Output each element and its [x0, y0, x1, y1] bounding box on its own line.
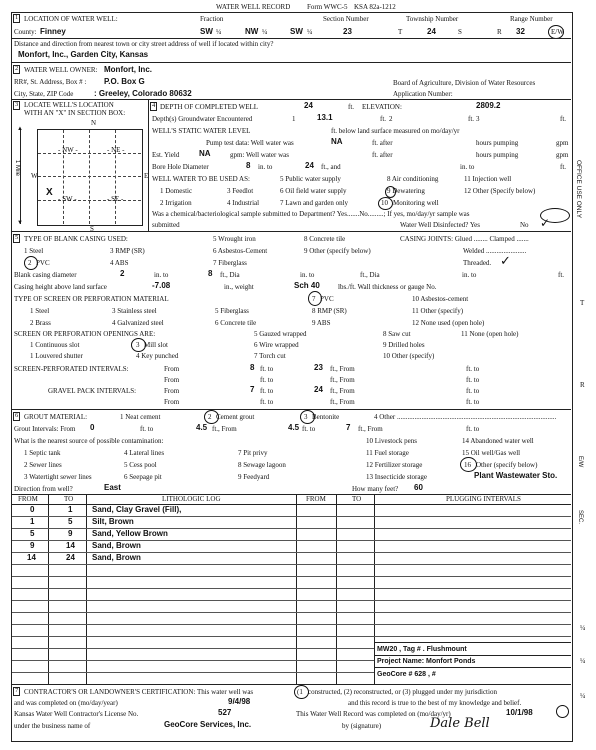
- plug-from-header: FROM: [306, 495, 326, 503]
- disinfected-label: Water Well Disinfected? Yes: [400, 221, 481, 229]
- screen-10: 10 Asbestos-cement: [412, 295, 469, 303]
- opening-6: 6 Wire wrapped: [254, 341, 299, 349]
- pump-label: Pump test data: Well water was: [206, 139, 294, 147]
- contam-16-label: Other (specify below): [476, 461, 538, 469]
- log-description: Sand, Brown: [92, 541, 141, 550]
- screen-6: 6 Concrete tile: [215, 319, 257, 327]
- locate-label-1: LOCATE WELL'S LOCATION: [24, 101, 114, 109]
- record-label: This Water Well Record was completed on (mo/day/yr): [296, 710, 451, 718]
- casing-8: 8 Concrete tile: [304, 235, 346, 243]
- range-label: Range Number: [510, 15, 553, 23]
- screen-from-value: 8: [250, 363, 255, 372]
- cert-1-label: constructed, (2) reconstructed, or (3) plugged under my jurisdiction: [308, 688, 497, 696]
- ft-from-label: ft., From: [330, 387, 355, 395]
- use-label: WELL WATER TO BE USED AS:: [152, 175, 250, 183]
- owner-value: Monfort, Inc.: [104, 65, 152, 74]
- use-4: 4 Industrial: [227, 199, 260, 207]
- contam-1: 1 Septic tank: [24, 449, 61, 457]
- owner-label: WATER WELL OWNER:: [24, 66, 98, 74]
- ft-label: ft.: [348, 103, 355, 111]
- submitted-label: submitted: [152, 221, 180, 229]
- contamination-label: What is the nearest source of possible contamination:: [14, 437, 164, 445]
- section-5-number: 5: [15, 234, 19, 241]
- contam-13: 13 Insecticide storage: [366, 473, 428, 481]
- ft-to-label: ft. to: [260, 398, 274, 406]
- screen-1: 1 Steel: [30, 307, 50, 315]
- ksa-ref: KSA 82a-1212: [354, 3, 396, 11]
- ft-to-label: ft. to: [466, 376, 480, 384]
- business-label: under the business name of: [14, 722, 91, 730]
- opening-1: 1 Continuous slot: [30, 341, 80, 349]
- log-to: 1: [68, 505, 73, 514]
- corner-circle: [556, 705, 569, 718]
- city-label: City, State, ZIP Code: [14, 90, 74, 98]
- business-name: GeoCore Services, Inc.: [164, 720, 252, 729]
- ne-label: - NE -: [107, 146, 125, 154]
- casing-height-value: -7.08: [152, 281, 171, 290]
- screen-7: 7: [312, 295, 316, 303]
- from-label: From: [164, 387, 180, 395]
- side-quarter-2: ¼: [580, 657, 586, 665]
- log-to: 14: [66, 541, 75, 550]
- use-9: 9 Dewatering: [387, 187, 425, 195]
- gravel-to-value: 24: [314, 385, 323, 394]
- log-description: Sand, Yellow Brown: [92, 529, 168, 538]
- opening-4: 4 Key punched: [136, 352, 179, 360]
- ft-to-label: ft. to: [260, 365, 274, 373]
- township-label: Township Number: [406, 15, 459, 23]
- ft-to-label: ft. to: [466, 387, 480, 395]
- section-2-number: 2: [15, 65, 19, 72]
- gw2-number: 2: [389, 115, 393, 123]
- opening-8: 8 Saw cut: [383, 330, 411, 338]
- static-level-rest: ft. below land surface measured on mo/day/yr: [331, 127, 460, 135]
- form-title: WATER WELL RECORD: [216, 3, 291, 11]
- casing-label: TYPE OF BLANK CASING USED:: [24, 235, 128, 243]
- north-label: N: [91, 119, 97, 127]
- contam-6: 6 Seepage pit: [124, 473, 162, 481]
- gravel-from-value: 7: [250, 385, 255, 394]
- section-1-number: 1: [15, 14, 19, 21]
- use-10: 10: [381, 199, 388, 207]
- gpm-label: gpm: [556, 151, 569, 159]
- after-label: ft. after: [372, 151, 393, 159]
- contam-8: 8 Sewage lagoon: [238, 461, 286, 469]
- mw-tag: MW20 , Tag # . Flushmount: [377, 646, 467, 653]
- checkmark-icon: ✓: [540, 216, 551, 230]
- opening-2: 1 Louvered shutter: [30, 352, 83, 360]
- info-box-line: [374, 667, 571, 668]
- info-box-line: [374, 642, 571, 643]
- ft-to-label: ft. to: [260, 376, 274, 384]
- distance-value: Monfort, Inc., Garden City, Kansas: [18, 50, 149, 59]
- screen-8: 8 RMP (SR): [312, 307, 347, 315]
- screen-2: 2 Brass: [30, 319, 51, 327]
- chem-label: Was a chemical/bacteriological sample submitted to Department? Yes.......No.........; If yes, mo/day/yr sample was: [152, 210, 470, 218]
- log-from: 1: [30, 517, 35, 526]
- bore-label: Bore Hole Diameter: [152, 163, 209, 171]
- ft-from-label: ft., From: [330, 365, 355, 373]
- casing-6: 6 Asbestos-Cement: [213, 247, 268, 255]
- log-from: 5: [30, 529, 35, 538]
- grout-4: 4 Other ...........................................................................................: [374, 413, 557, 421]
- township-t: T: [398, 28, 403, 36]
- certification-label: CONTRACTOR'S OR LANDOWNER'S CERTIFICATION: This water well was: [24, 688, 254, 696]
- grout-2-label: Cement grout: [216, 413, 255, 421]
- fraction-3: SW: [290, 27, 303, 36]
- openings-label: SCREEN OR PERFORATION OPENINGS ARE:: [14, 330, 156, 338]
- opening-3: 3: [136, 341, 140, 349]
- side-quarter-3: ¼: [580, 692, 586, 700]
- contam-11: 11 Fuel storage: [366, 449, 409, 457]
- screen-to-value: 23: [314, 363, 323, 372]
- ft-to-label: ft. to: [466, 425, 480, 433]
- contam-7: 7 Pit privy: [238, 449, 268, 457]
- screen-7-circle: [308, 291, 322, 306]
- project-name: Project Name: Monfort Ponds: [377, 658, 476, 665]
- form-number: Form WWC-5: [307, 3, 348, 11]
- casing-2-pvc: PVC: [36, 259, 50, 267]
- log-from: 0: [30, 505, 35, 514]
- nw-label: - NW -: [58, 146, 78, 154]
- grout-2-from: 4.5: [288, 423, 300, 432]
- casing-4: 4 ABS: [110, 259, 129, 267]
- gw1-value: 13.1: [317, 113, 333, 122]
- opening-5: 5 Gauzed wrapped: [254, 330, 307, 338]
- casing-5: 5 Wrought iron: [213, 235, 256, 243]
- locate-label-2: WITH AN "X" IN SECTION BOX:: [24, 109, 126, 117]
- contam-15: 15 Oil well/Gas well: [462, 449, 521, 457]
- contam-other-value: Plant Wastewater Sto.: [474, 471, 558, 480]
- use-2: 2 Irrigation: [160, 199, 192, 207]
- log-from: 14: [27, 553, 36, 562]
- screen-11: 11 Other (specify): [412, 307, 464, 315]
- east-label: E: [144, 172, 149, 180]
- pump-value: NA: [331, 137, 343, 146]
- log-to-header: TO: [64, 495, 74, 503]
- screen-3: 3 Stainless steel: [112, 307, 157, 315]
- side-quarter-1: ¼: [580, 624, 586, 632]
- township-s: S: [458, 28, 462, 36]
- contam-9: 9 Feedyard: [238, 473, 270, 481]
- log-row-line: [12, 576, 571, 577]
- grout-1-from: 0: [90, 423, 95, 432]
- info-box-line: [374, 655, 571, 656]
- use-8: 8 Air conditioning: [387, 175, 439, 183]
- county-label: County:: [14, 28, 37, 36]
- use-5: 5 Public water supply: [280, 175, 341, 183]
- log-from-header: FROM: [18, 495, 38, 503]
- mile-label: 1 Mile: [14, 160, 20, 177]
- screen-9: 9 ABS: [312, 319, 331, 327]
- casing-weight-value: Sch 40: [294, 281, 320, 290]
- grout-3: 3: [304, 413, 308, 421]
- casing-3: 3 RMP (SR): [110, 247, 145, 255]
- ft-from-label: ft., From: [330, 398, 355, 406]
- log-row-line: [12, 672, 374, 673]
- ft-dia-label: ft., Dia: [360, 271, 380, 279]
- opening-3-label: Mill slot: [144, 341, 168, 349]
- from-label: From: [164, 365, 180, 373]
- grout-3-label: Bentonite: [312, 413, 340, 421]
- side-r: R: [580, 381, 585, 389]
- in-to-label: in. to: [300, 271, 315, 279]
- casing-2: 2: [28, 259, 32, 267]
- ft-label: ft.: [560, 115, 567, 123]
- log-description: Silt, Brown: [92, 517, 134, 526]
- west-label: W: [31, 172, 38, 180]
- opening-7: 7 Torch cut: [254, 352, 286, 360]
- log-row-line: [12, 612, 571, 613]
- from-label: From: [164, 376, 180, 384]
- completed-label: and was completed on (mo/day/year): [14, 699, 118, 707]
- bore-value: 8: [246, 161, 251, 170]
- direction-value: East: [104, 483, 121, 492]
- from-label: From: [164, 398, 180, 406]
- use-10-circle: [378, 197, 393, 210]
- log-row-line: [12, 564, 571, 565]
- side-t: T: [580, 299, 585, 307]
- opening-3-circle: [131, 338, 146, 352]
- contam-16-circle: [460, 457, 477, 472]
- office-use-label: OFFICE USE ONLY: [575, 160, 582, 219]
- threaded-label: Threaded.: [463, 259, 492, 267]
- ft-from-label: ft., From: [212, 425, 237, 433]
- in-to-label: in. to: [258, 163, 273, 171]
- range-value: 32: [516, 27, 525, 36]
- license-label: Kansas Water Well Contractor's License No.: [14, 710, 139, 718]
- use-6: 6 Oil field water supply: [280, 187, 347, 195]
- screen-5: 5 Fiberglass: [215, 307, 249, 315]
- section-value: 23: [343, 27, 352, 36]
- depth-value: 24: [304, 101, 313, 110]
- quarter-symbol: ¼: [262, 28, 268, 36]
- log-to: 5: [68, 517, 73, 526]
- ft-label: ft.: [558, 271, 565, 279]
- section-number-label: Section Number: [323, 15, 369, 23]
- how-many-feet-label: How many feet?: [352, 485, 399, 493]
- grout-2-circle: [204, 410, 219, 424]
- completed-date: 9/4/98: [228, 697, 251, 706]
- log-row-line: [12, 648, 374, 649]
- lbs-label: lbs./ft. Wall thickness or gauge No.: [338, 283, 437, 291]
- in-weight-label: in., weight: [224, 283, 254, 291]
- constructed-circle: [294, 685, 309, 699]
- ft-to-label: ft. to: [140, 425, 154, 433]
- ft-label: ft.: [560, 163, 567, 171]
- section-4-number: 4: [152, 102, 156, 109]
- ft-to-label: ft. to: [302, 425, 316, 433]
- blank-to-value: 8: [208, 269, 213, 278]
- ft-and-label: ft., and: [321, 163, 341, 171]
- log-to: 24: [66, 553, 75, 562]
- direction-label: Direction from well?: [14, 485, 73, 493]
- plug-to-header: TO: [352, 495, 362, 503]
- casing-2-circle: [24, 256, 38, 270]
- hours-label: hours pumping: [476, 139, 519, 147]
- signature-label: by (signature): [342, 722, 382, 730]
- log-row-line: [12, 588, 571, 589]
- south-label: S: [90, 225, 94, 233]
- use-7: 7 Lawn and garden only: [280, 199, 349, 207]
- log-row-line: [12, 660, 374, 661]
- record-date: 10/1/98: [506, 708, 533, 717]
- section-6-number: 6: [15, 412, 19, 419]
- yield-label: Est. Yield: [152, 151, 180, 159]
- ft-to-label: ft. to: [260, 387, 274, 395]
- grout-3-circle: [300, 410, 315, 424]
- range-r: R: [497, 28, 502, 36]
- county-value: Finney: [40, 27, 66, 36]
- casing-joints: CASING JOINTS: Glued ........ Clamped .......: [400, 235, 529, 243]
- fraction-label: Fraction: [200, 15, 224, 23]
- screen-intervals-label: SCREEN-PERFORATED INTERVALS:: [14, 365, 129, 373]
- grout-2-to: 7: [346, 423, 351, 432]
- geocore-number: GeoCore # 628 , #: [377, 671, 436, 678]
- ft-label: ft.: [468, 115, 475, 123]
- arrow-down-icon: ▼: [17, 220, 23, 226]
- contam-14: 14 Abandoned water well: [462, 437, 534, 445]
- log-to: 9: [68, 529, 73, 538]
- side-ew: E/W: [577, 456, 583, 468]
- gw1-number: 1: [292, 115, 296, 123]
- elevation-value: 2809.2: [476, 101, 501, 110]
- screen-7-pvc: PVC: [320, 295, 334, 303]
- ft-from-label: ft., From: [330, 376, 355, 384]
- gpm-water-label: gpm: Well water was: [230, 151, 289, 159]
- address-value: P.O. Box G: [104, 77, 145, 86]
- screen-4: 4 Galvanized steel: [112, 319, 164, 327]
- static-level-label: WELL'S STATIC WATER LEVEL: [152, 127, 251, 135]
- use-1: 1 Domestic: [160, 187, 193, 195]
- log-row-line: [12, 636, 571, 637]
- grout-1: 1 Neat cement: [120, 413, 161, 421]
- screen-material-label: TYPE OF SCREEN OR PERFORATION MATERIAL: [14, 295, 169, 303]
- range-ew: E/W: [551, 28, 564, 36]
- contam-16: 16: [464, 461, 471, 469]
- use-10-label: Monitoring well: [393, 199, 439, 207]
- address-label: RR#, St. Address, Box # :: [14, 78, 87, 86]
- plugging-intervals-header: PLUGGING INTERVALS: [446, 495, 521, 503]
- log-row-line: [12, 624, 571, 625]
- casing-9: 9 Other (specify below): [304, 247, 371, 255]
- side-sec: SEC.: [577, 510, 583, 525]
- ft-label: ft.: [380, 115, 387, 123]
- grout-intervals-label: Grout Intervals: From: [14, 425, 76, 433]
- log-description: Sand, Clay Gravel (Fill),: [92, 505, 182, 514]
- grout-label: GROUT MATERIAL:: [24, 413, 88, 421]
- in-to-label: in. to: [462, 271, 477, 279]
- use-11: 11 Injection well: [464, 175, 512, 183]
- bore-to-value: 24: [305, 161, 314, 170]
- contam-12: 12 Fertilizer storage: [366, 461, 423, 469]
- log-from: 9: [30, 541, 35, 550]
- contam-4: 4 Lateral lines: [124, 449, 165, 457]
- gw3-number: 3: [476, 115, 480, 123]
- in-to-label: in. to: [154, 271, 169, 279]
- section-3-number: 3: [15, 101, 19, 108]
- hours-label: hours pumping: [476, 151, 519, 159]
- elevation-label: ELEVATION:: [362, 103, 402, 111]
- contam-2: 2 Sewer lines: [24, 461, 62, 469]
- grout-2: 2: [208, 413, 212, 421]
- true-statement: and this record is true to the best of my knowledge and belief.: [348, 699, 522, 707]
- application-label: Application Number:: [393, 90, 453, 98]
- blank-diameter-label: Blank casing diameter: [14, 271, 77, 279]
- opening-11: 11 None (open hole): [461, 330, 519, 338]
- quarter-symbol: ¼: [216, 28, 222, 36]
- ft-dia-label: ft., Dia: [220, 271, 240, 279]
- feet-value: 60: [414, 483, 423, 492]
- section-7-number: 7: [15, 687, 19, 694]
- contam-10: 10 Livestock pens: [366, 437, 417, 445]
- well-location-x: X: [46, 187, 53, 198]
- section-box: [37, 129, 143, 226]
- quarter-symbol: ¼: [307, 28, 313, 36]
- contam-5: 5 Cess pool: [124, 461, 157, 469]
- signature: Dale Bell: [430, 716, 490, 731]
- gpm-label: gpm: [556, 139, 569, 147]
- screen-12: 12 None used (open hole): [412, 319, 485, 327]
- opening-10: 10 Other (specify): [383, 352, 435, 360]
- sw-label: - SW -: [58, 195, 77, 203]
- location-label: LOCATION OF WATER WELL:: [24, 15, 118, 23]
- opening-9: 9 Drilled holes: [383, 341, 425, 349]
- ft-from-label: ft., From: [358, 425, 383, 433]
- contam-3: 3 Watertight sewer lines: [24, 473, 92, 481]
- welded-label: Welded .......................: [463, 247, 527, 255]
- use-3: 3 Feedlot: [227, 187, 254, 195]
- cert-1: (1: [297, 688, 303, 696]
- ft-to-label: ft. to: [466, 365, 480, 373]
- disinfected-no: No: [520, 221, 529, 229]
- groundwater-label: Depth(s) Groundwater Encountered: [152, 115, 253, 123]
- license-number: 527: [218, 708, 232, 717]
- log-description: Sand, Brown: [92, 553, 141, 562]
- casing-height-label: Casing height above land surface: [14, 283, 107, 291]
- blank-diameter-value: 2: [120, 269, 125, 278]
- gravel-intervals-label: GRAVEL PACK INTERVALS:: [48, 387, 137, 395]
- in-to-label: in. to: [460, 163, 475, 171]
- use-12: 12 Other (Specify below): [464, 187, 536, 195]
- se-label: - SE -: [107, 195, 124, 203]
- after-label: ft. after: [372, 139, 393, 147]
- fraction-1: SW: [200, 27, 213, 36]
- distance-label: Distance and direction from nearest town or city street address of well if located within city?: [14, 40, 274, 48]
- arrow-up-icon: ▲: [17, 126, 23, 132]
- grout-1-to: 4.5: [196, 423, 208, 432]
- board-label: Board of Agriculture, Division of Water Resources: [393, 79, 536, 87]
- lithologic-log-header: LITHOLOGIC LOG: [162, 495, 221, 503]
- fraction-2: NW: [245, 27, 259, 36]
- threaded-check-icon: ✓: [500, 253, 511, 268]
- township-value: 24: [427, 27, 436, 36]
- range-w-circle: [548, 25, 564, 39]
- log-row-line: [12, 600, 571, 601]
- casing-1: 1 Steel: [24, 247, 44, 255]
- depth-label: DEPTH OF COMPLETED WELL: [160, 103, 259, 111]
- ft-to-label: ft. to: [466, 398, 480, 406]
- yield-value: NA: [199, 149, 211, 158]
- city-value: : Greeley, Colorado 80632: [94, 89, 192, 98]
- casing-7: 7 Fiberglass: [213, 259, 247, 267]
